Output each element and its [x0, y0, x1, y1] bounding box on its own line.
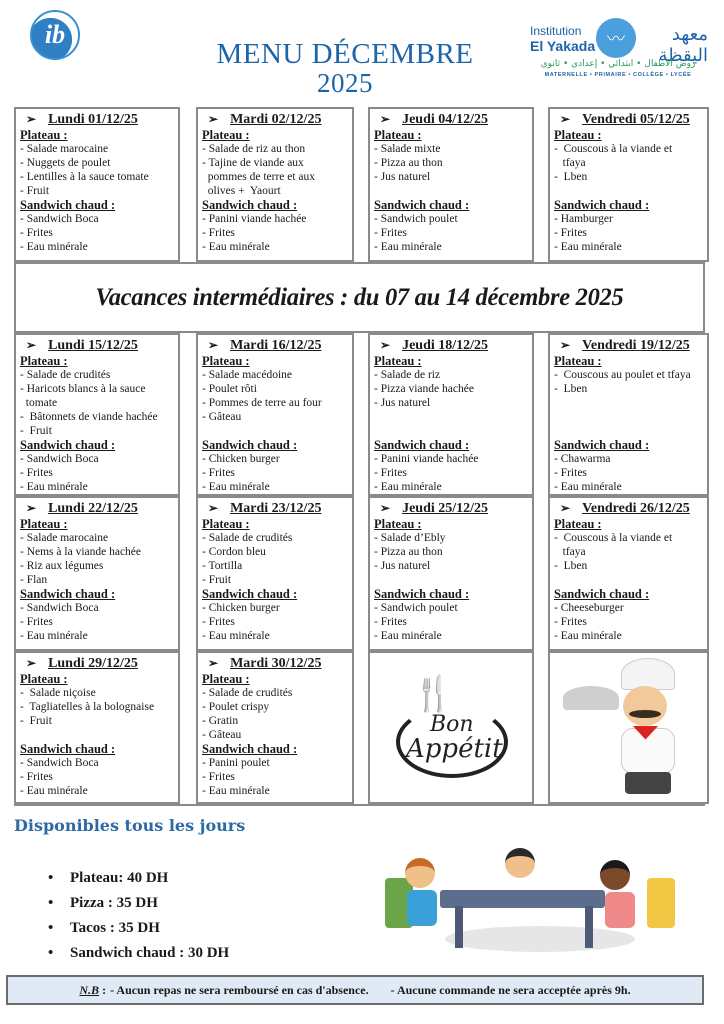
menu-item: - Sandwich Boca	[20, 453, 99, 465]
menu-item: olives + Yaourt	[202, 185, 281, 197]
ib-logo-text: ib	[44, 20, 66, 49]
menu-item: - Chicken burger	[202, 453, 280, 465]
chef-illustration-cell	[548, 651, 709, 804]
menu-item	[374, 410, 528, 424]
menu-item: - Gratin	[202, 715, 239, 727]
menu-item	[374, 184, 528, 198]
el-yakada-logo	[528, 14, 708, 84]
logo-name-text: El Yakada	[530, 38, 596, 54]
plateau-label: Plateau :	[374, 128, 422, 142]
plateau-label: Plateau :	[554, 128, 602, 142]
sandwich-label: Sandwich chaud :	[202, 198, 298, 212]
menu-item: - Frites	[202, 771, 235, 783]
menu-item: - Pizza au thon	[374, 546, 443, 558]
yellow-chair-icon	[647, 878, 675, 928]
menu-item	[554, 424, 703, 438]
day-heading: ➢ Lundi 15/12/25	[26, 338, 138, 353]
plateau-label: Plateau :	[202, 517, 250, 531]
day-cell	[196, 333, 354, 496]
menu-item	[554, 410, 703, 424]
day-cell	[14, 333, 180, 496]
arrow-bullet-icon: ➢	[208, 656, 219, 670]
menu-item	[374, 424, 528, 438]
day-heading: ➢ Vendredi 26/12/25	[560, 501, 690, 516]
vacation-text: Vacances intermédiaires : du 07 au 14 décembre 2025	[95, 283, 624, 311]
note-box	[6, 975, 704, 1005]
day-heading: ➢ Jeudi 18/12/25	[380, 338, 489, 353]
arrow-bullet-icon: ➢	[208, 501, 219, 515]
menu-item: - Frites	[202, 227, 235, 239]
title-line-2: 2025	[317, 68, 373, 98]
arrow-bullet-icon: ➢	[26, 501, 37, 515]
menu-item: - Gâteau	[202, 411, 242, 423]
menu-item: - Frites	[554, 616, 587, 628]
price-item: • Plateau: 40 DH	[48, 866, 229, 891]
menu-item: - Sandwich Boca	[20, 602, 99, 614]
sandwich-label: Sandwich chaud :	[554, 587, 650, 601]
sandwich-label: Sandwich chaud :	[202, 587, 298, 601]
menu-item: - Eau minérale	[554, 630, 622, 642]
logo-arabic-levels: روض الأطفال • ابتدائي • إعدادي • ثانوي	[540, 59, 696, 69]
arrow-bullet-icon: ➢	[560, 501, 571, 515]
plateau-label: Plateau :	[20, 672, 68, 686]
girl-2-icon	[600, 860, 630, 890]
plateau-label: Plateau :	[202, 672, 250, 686]
bon-appetit-logo-icon	[386, 668, 516, 788]
menu-item: - Fruit	[20, 425, 52, 437]
menu-item: - Pizza au thon	[374, 157, 443, 169]
menu-item: - Fruit	[20, 185, 50, 197]
menu-item: - Cordon bleu	[202, 546, 266, 558]
plateau-label: Plateau :	[202, 354, 250, 368]
menu-item: - Salade niçoise	[20, 687, 96, 699]
menu-item: - Salade marocaine	[20, 143, 109, 155]
menu-item: - Eau minérale	[202, 481, 270, 493]
day-cell	[368, 333, 534, 496]
arrow-bullet-icon: ➢	[380, 112, 391, 126]
arrow-bullet-icon: ➢	[208, 112, 219, 126]
menu-item: - Sandwich poulet	[374, 213, 458, 225]
menu-item: - Panini viande hachée	[202, 213, 307, 225]
daily-heading: Disponibles tous les jours	[14, 816, 246, 835]
fork-knife-spoon-icon: 🍴	[412, 675, 455, 713]
menu-item: - Jus naturel	[374, 397, 431, 409]
arrow-bullet-icon: ➢	[26, 656, 37, 670]
day-cell	[196, 496, 354, 651]
menu-item: - Eau minérale	[20, 785, 88, 797]
menu-item: - Cheeseburger	[554, 602, 624, 614]
menu-item: - Eau minérale	[374, 630, 442, 642]
appetit-text: Appétit	[406, 733, 503, 764]
day-heading: ➢ Lundi 29/12/25	[26, 656, 138, 671]
chef-trousers-icon	[625, 772, 671, 794]
plateau-label: Plateau :	[20, 354, 68, 368]
sandwich-label: Sandwich chaud :	[374, 587, 470, 601]
menu-item: - Poulet crispy	[202, 701, 270, 713]
plateau-label: Plateau :	[554, 354, 602, 368]
menu-item: - Salade marocaine	[20, 532, 109, 544]
menu-item: - Sandwich poulet	[374, 602, 458, 614]
day-heading: ➢ Lundi 22/12/25	[26, 501, 138, 516]
sandwich-label: Sandwich chaud :	[374, 198, 470, 212]
menu-item: - Salade de riz au thon	[202, 143, 306, 155]
menu-item: - Jus naturel	[374, 560, 431, 572]
day-cell	[196, 107, 354, 262]
menu-item: - Gâteau	[202, 729, 242, 741]
day-heading: ➢ Vendredi 05/12/25	[560, 112, 690, 127]
menu-item: - Salade de crudités	[202, 532, 293, 544]
price-item: • Tacos : 35 DH	[48, 916, 229, 941]
menu-item: - Frites	[20, 616, 53, 628]
menu-item: - Pommes de terre au four	[202, 397, 322, 409]
boy-shirt-shape	[407, 890, 437, 926]
menu-item: - Sandwich Boca	[20, 757, 99, 769]
menu-item: - Frites	[20, 227, 53, 239]
menu-item: - Tagliatelles à la bolognaise	[20, 701, 155, 713]
logo-institution-text: Institution	[530, 24, 582, 38]
menu-item: - Couscous au poulet et tfaya	[554, 369, 691, 381]
menu-item: - Lben	[554, 560, 588, 572]
plateau-label: Plateau :	[20, 517, 68, 531]
arrow-bullet-icon: ➢	[26, 112, 37, 126]
day-cell	[14, 496, 180, 651]
chef-with-cloche-icon	[559, 658, 699, 798]
table-leg-shape	[585, 906, 593, 948]
arrow-bullet-icon: ➢	[26, 338, 37, 352]
menu-item: - Fruit	[202, 574, 232, 586]
arrow-bullet-icon: ➢	[560, 338, 571, 352]
menu-item: - Hamburger	[554, 213, 613, 225]
sandwich-label: Sandwich chaud :	[202, 742, 298, 756]
plateau-label: Plateau :	[374, 354, 422, 368]
day-cell	[196, 651, 354, 804]
vacation-banner	[14, 262, 705, 331]
plateau-label: Plateau :	[202, 128, 250, 142]
week-row-3	[14, 496, 705, 651]
day-heading: ➢ Mardi 02/12/25	[208, 112, 322, 127]
note-item-2: - Aucune commande ne sera acceptée après 9h.	[390, 982, 631, 997]
menu-item: - Couscous à la viande et	[554, 532, 673, 544]
children-eating-illustration-icon	[385, 848, 685, 958]
menu-item: - Haricots blancs à la sauce	[20, 383, 146, 395]
menu-item: - Chawarma	[554, 453, 611, 465]
menu-item: - Bâtonnets de viande hachée	[20, 411, 158, 423]
menu-item: - Frites	[374, 467, 407, 479]
logo-levels: MATERNELLE • PRIMAIRE • COLLÈGE • LYCÉE	[544, 72, 692, 78]
arrow-bullet-icon: ➢	[380, 338, 391, 352]
menu-item	[554, 396, 703, 410]
day-cell	[548, 107, 709, 262]
serving-cloche-icon	[563, 686, 619, 710]
menu-item: - Frites	[20, 467, 53, 479]
menu-item: - Frites	[554, 227, 587, 239]
bon-appetit-cell	[368, 651, 534, 804]
menu-item: - Riz aux légumes	[20, 560, 104, 572]
menu-item	[202, 424, 348, 438]
menu-item: - Salade mixte	[374, 143, 441, 155]
menu-item	[20, 728, 174, 742]
page-header	[0, 0, 724, 105]
menu-item	[374, 573, 528, 587]
price-list	[48, 866, 229, 966]
menu-item: - Fruit	[20, 715, 52, 727]
menu-item: - Chicken burger	[202, 602, 280, 614]
day-heading: ➢ Vendredi 19/12/25	[560, 338, 690, 353]
arrow-bullet-icon: ➢	[380, 501, 391, 515]
week-row-1	[14, 107, 705, 262]
menu-item: - Salade d’Ebly	[374, 532, 446, 544]
menu-item: - Frites	[202, 467, 235, 479]
title-line-1: MENU DÉCEMBRE	[216, 38, 474, 70]
menu-item: - Salade de riz	[374, 369, 441, 381]
menu-item: - Eau minérale	[374, 481, 442, 493]
menu-item: - Frites	[374, 227, 407, 239]
boy-icon	[405, 858, 435, 888]
day-cell	[368, 107, 534, 262]
menu-item: - Eau minérale	[20, 481, 88, 493]
bird-icon: 〰	[596, 18, 636, 58]
menu-item: - Eau minérale	[554, 481, 622, 493]
menu-item: - Flan	[20, 574, 48, 586]
menu-item: tfaya	[554, 157, 586, 169]
chef-hat-icon	[621, 658, 675, 690]
sandwich-label: Sandwich chaud :	[20, 438, 116, 452]
menu-item: tfaya	[554, 546, 586, 558]
page-title	[170, 40, 520, 98]
sandwich-label: Sandwich chaud :	[554, 198, 650, 212]
menu-item: - Nems à la viande hachée	[20, 546, 142, 558]
menu-item: - Panini viande hachée	[374, 453, 479, 465]
sandwich-label: Sandwich chaud :	[374, 438, 470, 452]
day-cell	[548, 496, 709, 651]
note-item-1: - Aucun repas ne sera remboursé en cas d'absence.	[110, 982, 369, 997]
menu-item: - Pizza viande hachée	[374, 383, 474, 395]
sandwich-label: Sandwich chaud :	[20, 742, 116, 756]
logo-arabic-name: معهد اليقظة	[658, 24, 708, 66]
week-row-2	[14, 331, 705, 496]
day-heading: ➢ Mardi 23/12/25	[208, 501, 322, 516]
menu-item: - Sandwich Boca	[20, 213, 99, 225]
bon-text: Bon	[430, 711, 474, 737]
girl-icon	[505, 848, 535, 878]
arrow-bullet-icon: ➢	[208, 338, 219, 352]
menu-item: - Panini poulet	[202, 757, 270, 769]
plateau-label: Plateau :	[374, 517, 422, 531]
menu-item: - Eau minérale	[202, 630, 270, 642]
day-heading: ➢ Jeudi 25/12/25	[380, 501, 489, 516]
note-separator: :	[102, 982, 107, 997]
menu-item: - Nuggets de poulet	[20, 157, 111, 169]
plateau-label: Plateau :	[20, 128, 68, 142]
mustache-icon	[629, 710, 661, 718]
menu-item	[554, 184, 703, 198]
sandwich-label: Sandwich chaud :	[554, 438, 650, 452]
menu-item: - Frites	[202, 616, 235, 628]
menu-item: - Eau minérale	[554, 241, 622, 253]
plateau-label: Plateau :	[554, 517, 602, 531]
note-label: N.B	[79, 982, 100, 997]
price-item: • Sandwich chaud : 30 DH	[48, 941, 229, 966]
menu-grid	[14, 107, 705, 806]
menu-item: - Couscous à la viande et	[554, 143, 673, 155]
ib-world-school-logo-icon	[30, 10, 80, 60]
day-heading: ➢ Mardi 16/12/25	[208, 338, 322, 353]
menu-item: - Poulet rôti	[202, 383, 257, 395]
menu-item: - Salade de crudités	[202, 687, 293, 699]
day-cell	[548, 333, 709, 496]
day-cell	[14, 107, 180, 262]
menu-item: - Eau minérale	[20, 241, 88, 253]
menu-item: - Salade de crudités	[20, 369, 111, 381]
menu-item: - Salade macédoine	[202, 369, 293, 381]
price-item: • Pizza : 35 DH	[48, 891, 229, 916]
menu-item: - Jus naturel	[374, 171, 431, 183]
menu-item: - Lben	[554, 383, 588, 395]
chef-face-icon	[623, 686, 667, 726]
menu-item: - Lentilles à la sauce tomate	[20, 171, 149, 183]
menu-item: - Tortilla	[202, 560, 243, 572]
arrow-bullet-icon: ➢	[560, 112, 571, 126]
menu-item: - Eau minérale	[374, 241, 442, 253]
menu-item: - Eau minérale	[202, 785, 270, 797]
day-cell	[368, 496, 534, 651]
day-heading: ➢ Lundi 01/12/25	[26, 112, 138, 127]
menu-item: - Frites	[20, 771, 53, 783]
menu-item: pommes de terre et aux	[202, 171, 316, 183]
menu-item: - Frites	[554, 467, 587, 479]
menu-item: - Tajine de viande aux	[202, 157, 304, 169]
menu-item	[554, 573, 703, 587]
menu-item: - Frites	[374, 616, 407, 628]
week-row-4	[14, 651, 705, 806]
girl-shirt-shape	[605, 892, 635, 928]
sandwich-label: Sandwich chaud :	[20, 198, 116, 212]
day-heading: ➢ Jeudi 04/12/25	[380, 112, 489, 127]
table-icon	[440, 890, 605, 908]
day-heading: ➢ Mardi 30/12/25	[208, 656, 322, 671]
menu-item: - Eau minérale	[20, 630, 88, 642]
menu-item: - Eau minérale	[202, 241, 270, 253]
floor-shadow-shape	[445, 926, 635, 952]
sandwich-label: Sandwich chaud :	[20, 587, 116, 601]
sandwich-label: Sandwich chaud :	[202, 438, 298, 452]
day-cell	[14, 651, 180, 804]
menu-item: tomate	[20, 397, 58, 409]
table-leg-shape	[455, 906, 463, 948]
menu-item: - Lben	[554, 171, 588, 183]
